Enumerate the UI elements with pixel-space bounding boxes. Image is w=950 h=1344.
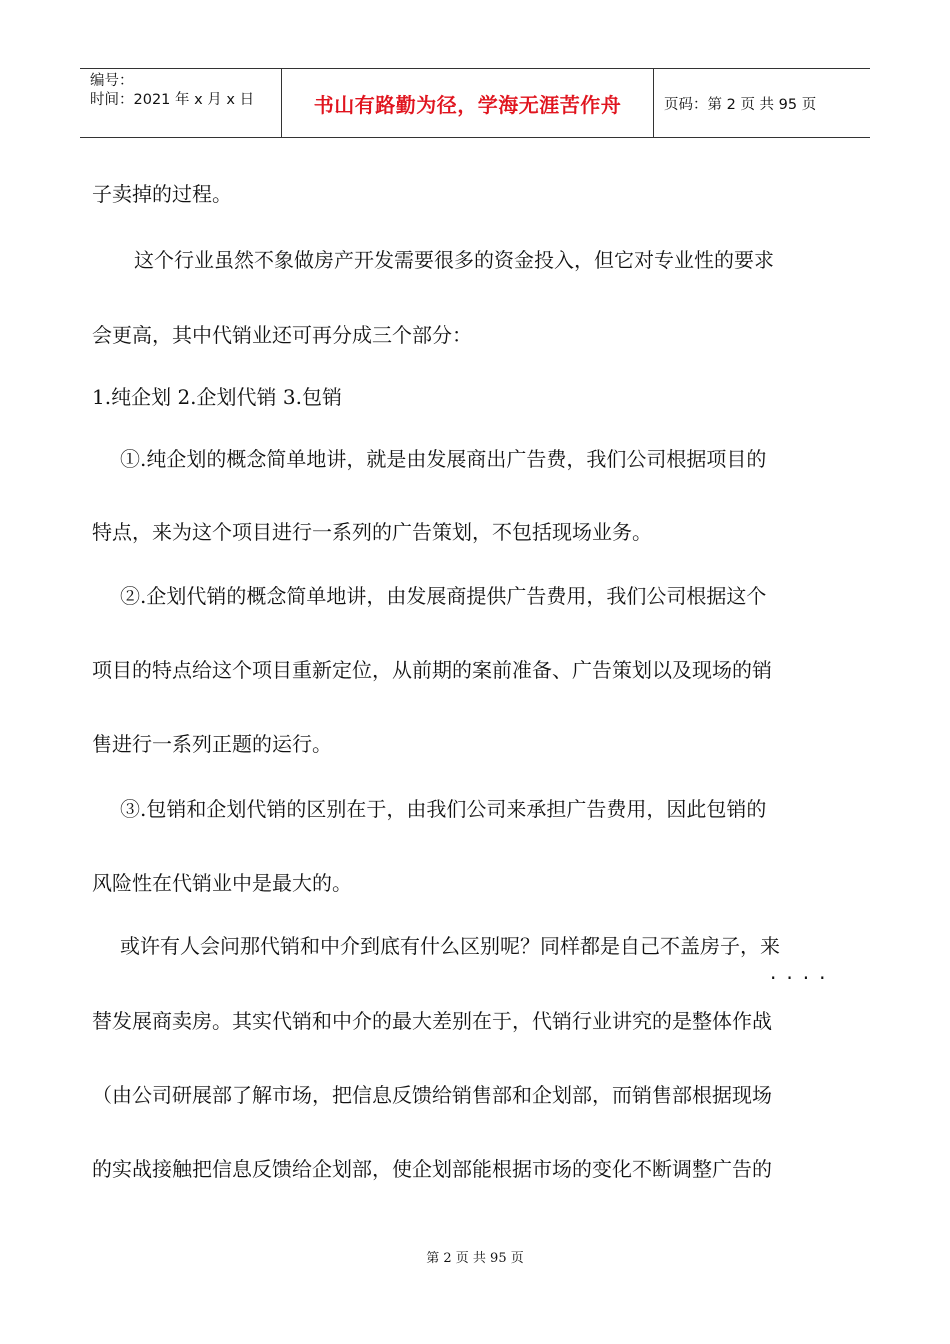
header-meta	[80, 69, 282, 137]
page-header	[80, 68, 870, 138]
body-line: ②.企划代销的概念简单地讲，由发展商提供广告费用，我们公司根据这个	[120, 584, 767, 608]
header-page-cell	[654, 69, 870, 137]
header-motto: 书山有路勤为径，学海无涯苦作舟	[313, 92, 622, 117]
emphasis-dots: ····	[770, 966, 836, 990]
document-time-label: 时间：2021 年 x 月 x 日	[90, 92, 255, 108]
body-line: 的实战接触把信息反馈给企划部，使企划部能根据市场的变化不断调整广告的	[92, 1157, 772, 1181]
body-line: 替发展商卖房。其实代销和中介的最大差别在于，代销行业讲究的是整体作战	[92, 1009, 772, 1033]
header-page-label: 页码：第 2 页 共 95 页	[664, 96, 817, 113]
document-number-label: 编号：	[90, 73, 134, 89]
body-line: 或许有人会问那代销和中介到底有什么区别呢？同样都是自己不盖房子，来	[120, 934, 780, 958]
body-line: 特点，来为这个项目进行一系列的广告策划，不包括现场业务。	[92, 520, 652, 544]
body-line: 风险性在代销业中是最大的。	[92, 871, 352, 895]
body-line: 这个行业虽然不象做房产开发需要很多的资金投入，但它对专业性的要求	[134, 248, 774, 272]
body-line: （由公司研展部了解市场，把信息反馈给销售部和企划部，而销售部根据现场	[92, 1083, 772, 1107]
body-line: 子卖掉的过程。	[92, 182, 232, 206]
body-line: 1.纯企划 2.企划代销 3.包销	[92, 385, 342, 409]
body-line: ①.纯企划的概念简单地讲，就是由发展商出广告费，我们公司根据项目的	[120, 447, 767, 471]
body-line: ③.包销和企划代销的区别在于，由我们公司来承担广告费用，因此包销的	[120, 797, 767, 821]
body-line: 售进行一系列正题的运行。	[92, 732, 332, 756]
header-motto-cell	[282, 69, 654, 137]
body-line: 项目的特点给这个项目重新定位，从前期的案前准备、广告策划以及现场的销	[92, 658, 772, 682]
body-line: 会更高，其中代销业还可再分成三个部分：	[92, 323, 472, 347]
page-footer: 第 2 页 共 95 页	[426, 1251, 524, 1266]
